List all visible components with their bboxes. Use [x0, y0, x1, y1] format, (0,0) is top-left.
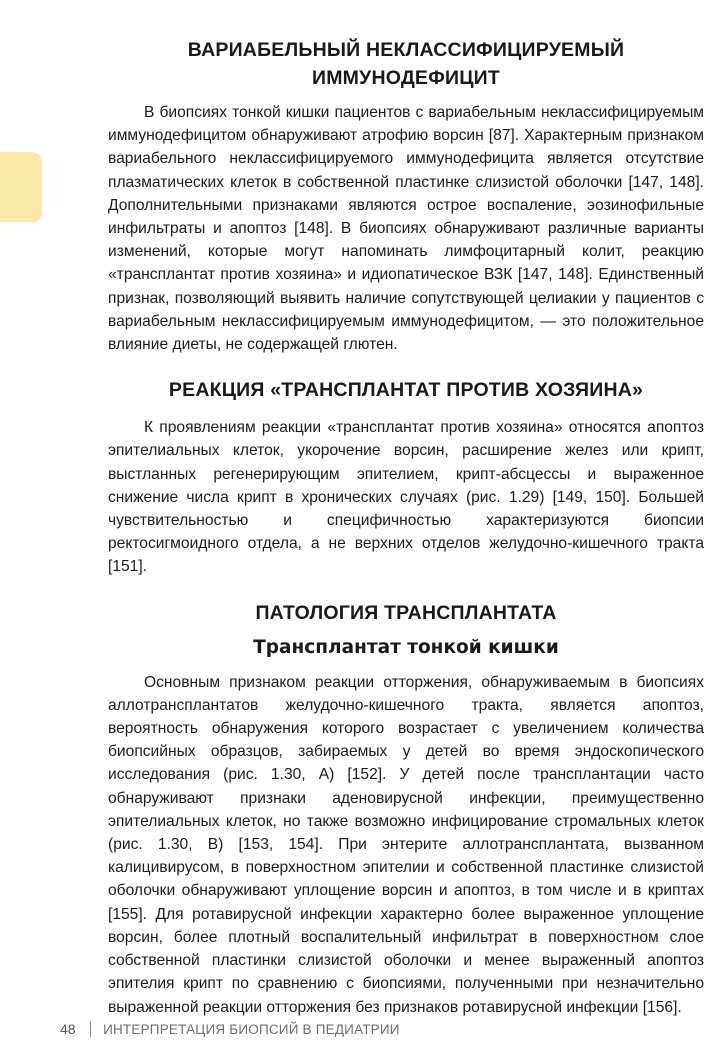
heading-variable-immunodeficiency [108, 36, 704, 92]
subheading-small-intestine-transplant: Трансплантат тонкой кишки [253, 636, 559, 658]
page-content [108, 30, 704, 1019]
footer-divider [90, 1021, 92, 1037]
paragraph-small-intestine-transplant: Основным признаком реакции отторжения, обнаруживаемым в биопсиях аллотрансплантатов желудочно-кишечного тракта, является апоптоз, вероятность обнаружения которого возрастает с увеличением количества биопсийных образцов, забираемых у детей во время эндоскопического исследования (рис. 1.30, А) [152]. У детей после трансплантации часто обнаруживают признаки аденовирусной инфекции, преимущественно эпителиальных клеток, но также возможно инфицирование стромальных клеток (рис. 1.30, В) [153, 154]. При энтерите аллотрансплантата, вызванном калицивирусом, в поверхностном эпителии и собственной пластинке слизистой оболочки обнаруживают уплощение ворсин и апоптоз, в том числе и в криптах [155]. Для ротавирусной инфекции характерно более выраженное уплощение ворсин, более плотный воспалительный инфильтрат в поверхностном слое собственной пластинки слизистой оболочки и менее выраженный апоптоз эпителия крипт по сравнению с биопсиями, полученными при незначительно выраженной реакции отторжения без признаков ротавирусной инфекции [156]. [108, 673, 704, 1016]
heading-line-1: ВАРИАБЕЛЬНЫЙ НЕКЛАССИФИЦИРУЕМЫЙ [187, 39, 625, 61]
chapter-side-tab [0, 152, 42, 222]
heading-line-2: ИММУНОДЕФИЦИТ [312, 67, 500, 89]
heading-gvhd: РЕАКЦИЯ «ТРАНСПЛАНТАТ ПРОТИВ ХОЗЯИНА» [168, 379, 644, 402]
page-footer [60, 1021, 400, 1037]
paragraph-variable-immunodeficiency: В биопсиях тонкой кишки пациентов с вариабельным неклассифицируемым иммунодефицитом обнаруживают атрофию ворсин [87]. Характерным признаком вариабельного неклассифицируемого иммунодефицита является отсутствие плазматических клеток в собственной пластинке слизистой оболочки [147, 148]. Дополнительными признаками являются острое воспаление, эозинофильные инфильтраты и апоптоз [148]. В биопсиях обнаруживают различные варианты изменений, которые могут напоминать лимфоцитарный колит, реакцию «трансплантат против хозяина» и идиопатическое ВЗК [147, 148]. Единственный признак, позволяющий выявить наличие сопутствующей целиакии у пациентов с вариабельным неклассифицируемым иммунодефицитом, — это положительное влияние диеты, не содержащей глютен. [108, 104, 704, 354]
heading-transplant-pathology: ПАТОЛОГИЯ ТРАНСПЛАНТАТА [255, 601, 557, 624]
paragraph-gvhd: К проявлениям реакции «трансплантат против хозяина» относятся апоптоз эпителиальных клеток, укорочение ворсин, расширение желез или крипт, выстланных регенерирующим эпителием, крипт-абсцессы и выраженное снижение числа крипт в хронических случаях (рис. 1.29) [149, 150]. Большей чувствительностью и специфичностью характеризуются биопсии ректосигмоидного отдела, а не верхних отделов желудочно-кишечного тракта [151]. [108, 419, 704, 576]
page-number: 48 [60, 1021, 76, 1037]
running-title: ИНТЕРПРЕТАЦИЯ БИОПСИЙ В ПЕДИАТРИИ [103, 1021, 400, 1037]
